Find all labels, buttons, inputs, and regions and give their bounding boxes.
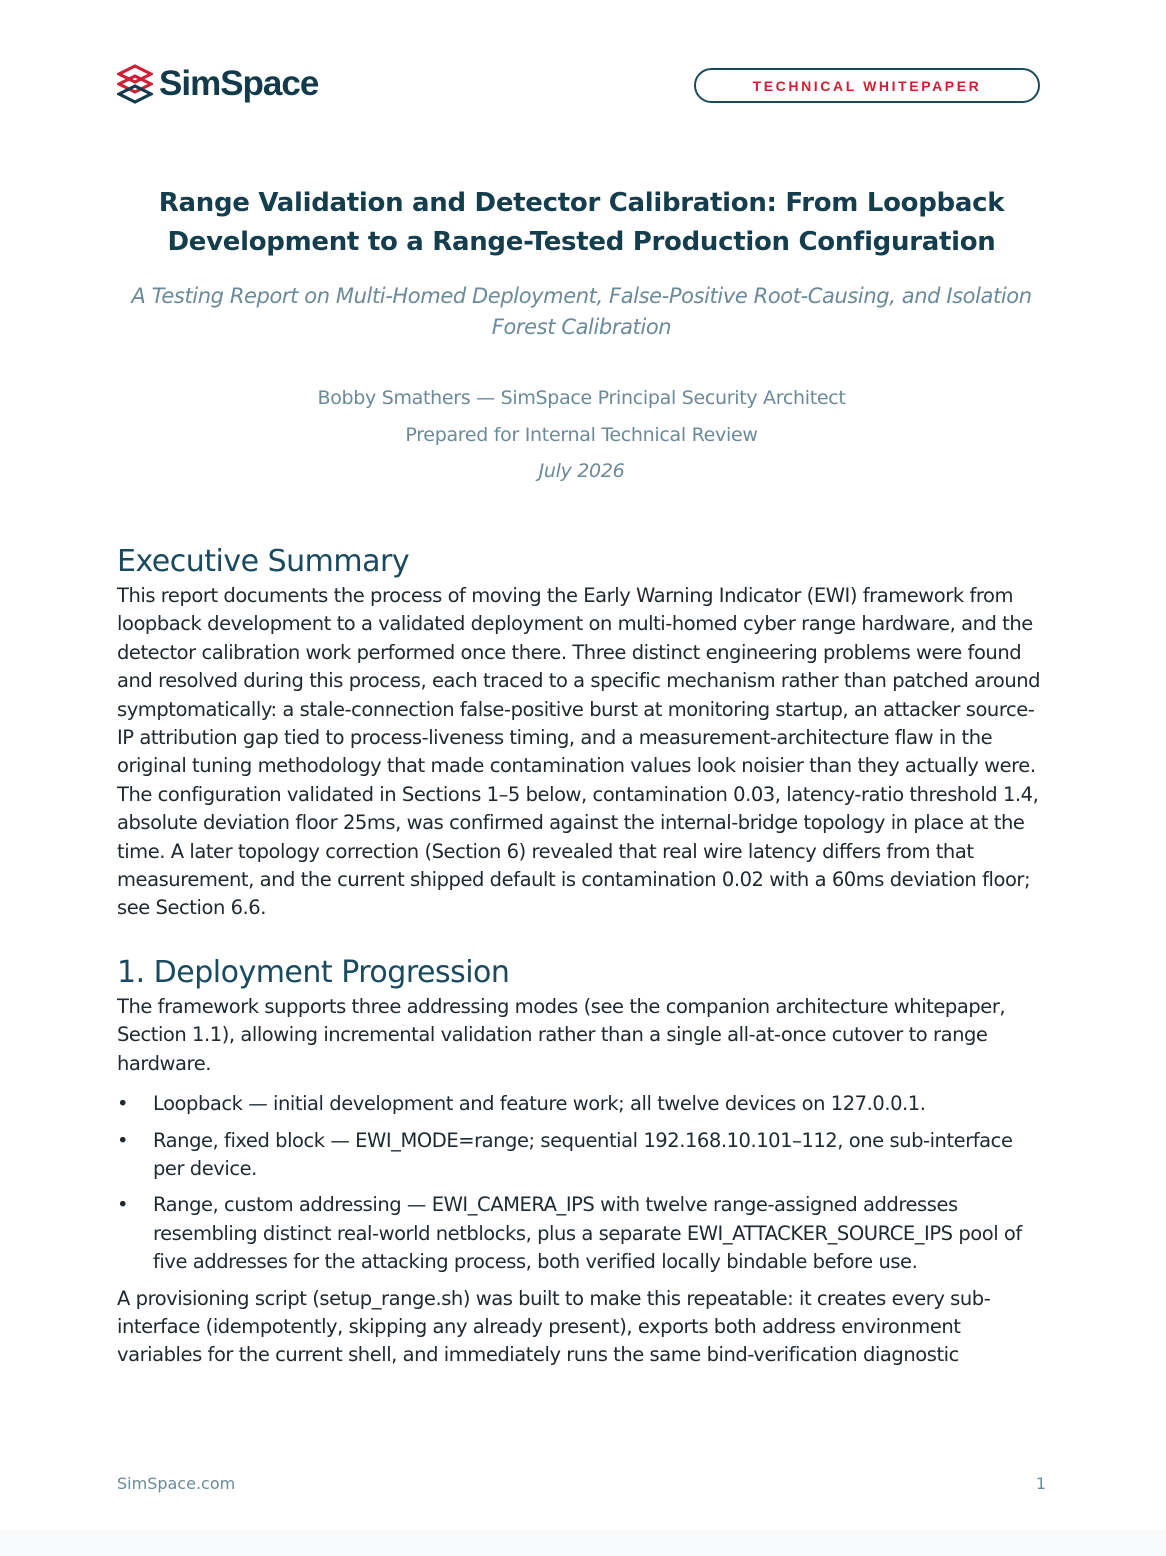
document-meta xyxy=(117,380,1046,490)
document-title: Range Validation and Detector Calibration: From Loopback Development to a Range-Tested Production Configuration xyxy=(158,188,1005,257)
list-item xyxy=(117,1191,1046,1276)
list-item-text: Loopback — initial development and feature work; all twelve devices on 127.0.0.1. xyxy=(153,1092,926,1116)
bullet-icon: • xyxy=(117,1193,129,1217)
document-type-badge: TECHNICAL WHITEPAPER xyxy=(694,68,1040,103)
footer-site: SimSpace.com xyxy=(117,1474,236,1493)
list-item xyxy=(117,1127,1046,1184)
list-item xyxy=(117,1090,1046,1118)
simspace-logo xyxy=(117,64,318,104)
prepared-line: Prepared for Internal Technical Review xyxy=(405,423,758,446)
list-item-text: Range, fixed block — EWI_MODE=range; sequential 192.168.10.101–112, one sub-interface per device. xyxy=(153,1128,1013,1180)
document-subtitle: A Testing Report on Multi-Homed Deployment, False-Positive Root-Causing, and Isolation Forest Calibration xyxy=(131,284,1032,339)
list-item-text: Range, custom addressing — EWI_CAMERA_IPS with twelve range-assigned addresses resembling distinct real-world netblocks, plus a separate EWI_ATTACKER_SOURCE_IPS pool of five addresses for the attacking process, both verified locally bindable before use. xyxy=(153,1193,1022,1274)
section-1-heading: 1. Deployment Progression xyxy=(117,954,510,990)
section-1-paragraph: A provisioning script (setup_range.sh) was built to make this repeatable: it creates every sub-interface (idempotently, skipping any already present), exports both address environment variables for the current shell, and immediately runs the same bind-verification diagnostic xyxy=(117,1286,991,1367)
simspace-logo-icon xyxy=(117,64,153,104)
author-line: Bobby Smathers — SimSpace Principal Security Architect xyxy=(317,387,846,409)
date-line: July 2026 xyxy=(538,460,625,482)
footer-page-number: 1 xyxy=(1035,1474,1046,1493)
executive-summary-body: This report documents the process of moving the Early Warning Indicator (EWI) framework from loopback development to a validated deployment on multi-homed cyber range hardware, and the detector calibration work performed once there. Three distinct engineering problems were found and resolved during this process, each traced to a specific mechanism rather than patched around symptomatically: a stale-connection false-positive burst at monitoring startup, an attacker source-IP attribution gap tied to process-liveness timing, and a measurement-architecture flaw in the original tuning methodology that made contamination values look noisier than they actually were. The configuration validated in Sections 1–5 below, contamination 0.03, latency-ratio threshold 1.4, absolute deviation floor 25ms, was confirmed against the internal-bridge topology in place at the time. A later topology correction (Section 6) revealed that real wire latency differs from that measurement, and the current shipped default is contamination 0.02 with a 60ms deviation floor; see Section 6.6. xyxy=(117,584,1041,920)
logo-wordmark: SimSpace xyxy=(159,64,319,103)
addressing-modes-list xyxy=(117,1090,1046,1276)
bullet-icon: • xyxy=(117,1128,129,1152)
main-content xyxy=(117,542,1046,1370)
section-1-intro: The framework supports three addressing modes (see the companion architecture whitepaper, Section 1.1), allowing incremental validation rather than a single all-at-once cutover to range hardware. xyxy=(117,994,1006,1075)
executive-summary-heading: Executive Summary xyxy=(117,544,410,579)
bullet-icon: • xyxy=(117,1092,129,1116)
